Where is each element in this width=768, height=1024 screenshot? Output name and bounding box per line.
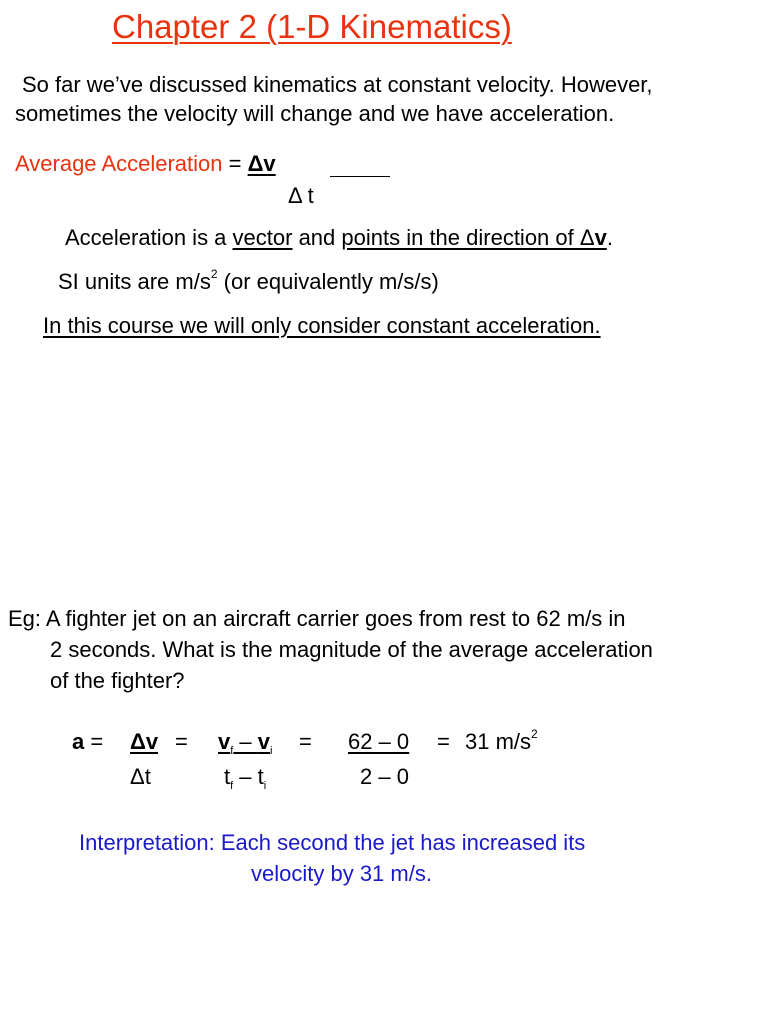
result-value: 31 m/s xyxy=(465,729,532,754)
example-line-3: of the fighter? xyxy=(50,668,185,693)
equals-sign: = xyxy=(222,151,248,176)
interpretation-line-2: velocity by 31 m/s. xyxy=(251,861,432,886)
equation-delta-t: Δt xyxy=(130,764,151,789)
equation-denominator: 2 – 0 xyxy=(360,764,409,789)
symbol-a: a xyxy=(72,729,85,754)
equals-4: = xyxy=(437,729,450,754)
intro-line-2: sometimes the velocity will change and we have acceleration. xyxy=(15,101,615,126)
example-line-1: Eg: A fighter jet on an aircraft carrier goes from rest to 62 m/s in xyxy=(8,606,626,631)
direction-v: v xyxy=(594,225,607,250)
si-prefix: SI units are m/s xyxy=(58,269,211,294)
result-exponent: 2 xyxy=(531,727,538,741)
example-line-2: 2 seconds. What is the magnitude of the average acceleration xyxy=(50,637,653,662)
intro-line-1: So far we’ve discussed kinematics at constant velocity. However, xyxy=(22,72,653,97)
vector-suffix: . xyxy=(606,225,613,250)
equals-3: = xyxy=(299,729,312,754)
equation-tf-minus-ti xyxy=(224,764,266,790)
equals-1: = xyxy=(84,729,104,754)
fraction-bar xyxy=(330,176,390,177)
t-minus-sign: – xyxy=(233,764,258,789)
vi-subscript: i xyxy=(270,745,273,757)
page-title: Chapter 2 (1-D Kinematics) xyxy=(112,8,512,45)
delta-v-numerator: Δv xyxy=(247,151,276,176)
vector-middle: and xyxy=(292,225,342,250)
symbol-tf: t xyxy=(224,764,231,789)
delta-t-denominator: Δ t xyxy=(288,183,314,208)
equals-2: = xyxy=(175,729,188,754)
symbol-ti: t xyxy=(257,764,264,789)
si-suffix: (or equivalently m/s/s) xyxy=(217,269,439,294)
vf-subscript: f xyxy=(230,745,234,757)
si-exponent: 2 xyxy=(210,267,218,281)
vector-statement xyxy=(65,225,613,251)
interpretation-line-1: Interpretation: Each second the jet has increased its xyxy=(79,830,586,855)
equation-numerator: 62 – 0 xyxy=(348,729,410,754)
tf-subscript: f xyxy=(230,780,234,792)
average-acceleration-label: Average Acceleration xyxy=(15,151,223,176)
direction-text: points in the direction of Δ xyxy=(341,225,595,250)
symbol-vf: v xyxy=(218,729,231,754)
equation-result xyxy=(465,729,538,755)
direction-phrase xyxy=(341,225,606,250)
symbol-vi: v xyxy=(257,729,271,754)
minus-sign: – xyxy=(233,729,258,754)
equation-delta-v xyxy=(130,729,158,755)
equation-vf-minus-vi xyxy=(218,729,272,755)
delta-v: Δv xyxy=(130,729,159,754)
course-note: In this course we will only consider constant acceleration. xyxy=(43,313,601,338)
vector-prefix: Acceleration is a xyxy=(65,225,233,250)
si-units-line xyxy=(58,269,439,295)
ti-subscript: i xyxy=(263,780,267,792)
vector-word: vector xyxy=(232,225,293,250)
average-acceleration-definition xyxy=(15,151,276,177)
equation-a xyxy=(72,729,103,755)
